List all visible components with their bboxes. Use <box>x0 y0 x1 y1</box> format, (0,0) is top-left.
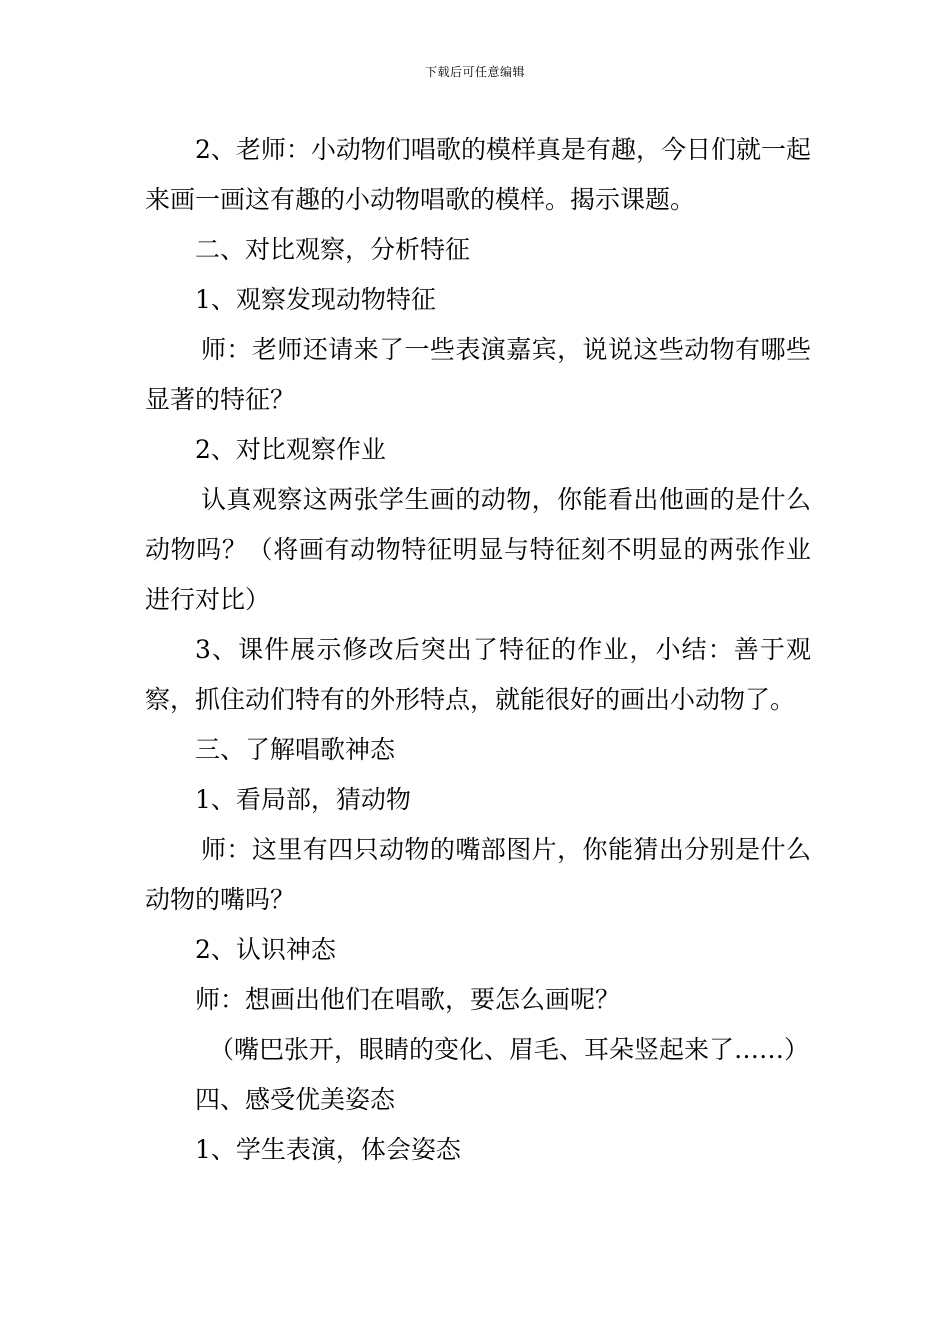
subheading-expression: 2、认识神态 <box>195 935 336 964</box>
paragraph-observe-drawings: 认真观察这两张学生画的动物，你能看出他画的是什么动物吗？（将画有动物特征明显与特征刻不明显的两张作业进行对比） <box>145 485 811 614</box>
paragraph-teacher-guests: 师：老师还请来了一些表演嘉宾，说说这些动物有哪些显著的特征？ <box>145 335 811 414</box>
subheading-student-perform: 1、学生表演，体会姿态 <box>195 1135 461 1164</box>
paragraph-how-to-draw: 师：想画出他们在唱歌，要怎么画呢？ <box>195 985 621 1014</box>
document-body <box>145 125 811 1175</box>
paragraph-mouth-pictures: 师：这里有四只动物的嘴部图片，你能猜出分别是什么动物的嘴吗？ <box>145 835 811 914</box>
paragraph-courseware-summary: 3、课件展示修改后突出了特征的作业，小结：善于观察，抓住动们特有的外形特点，就能很好的画出小动物了。 <box>145 635 811 714</box>
page-header: 下载后可任意编辑 <box>424 65 525 79</box>
section-heading-4: 四、感受优美姿态 <box>195 1085 396 1114</box>
section-heading-2: 二、对比观察，分析特征 <box>195 235 471 264</box>
subheading-compare-homework: 2、对比观察作业 <box>195 435 386 464</box>
paragraph-mouth-open: （嘴巴张开，眼睛的变化、眉毛、耳朵竖起来了……） <box>209 1035 810 1064</box>
section-heading-3: 三、了解唱歌神态 <box>195 735 396 764</box>
subheading-guess-animal: 1、看局部，猜动物 <box>195 785 411 814</box>
subheading-observe-features: 1、观察发现动物特征 <box>195 285 436 314</box>
paragraph-1: 2、老师：小动物们唱歌的模样真是有趣，今日们就一起来画一画这有趣的小动物唱歌的模样。揭示课题。 <box>145 135 811 214</box>
